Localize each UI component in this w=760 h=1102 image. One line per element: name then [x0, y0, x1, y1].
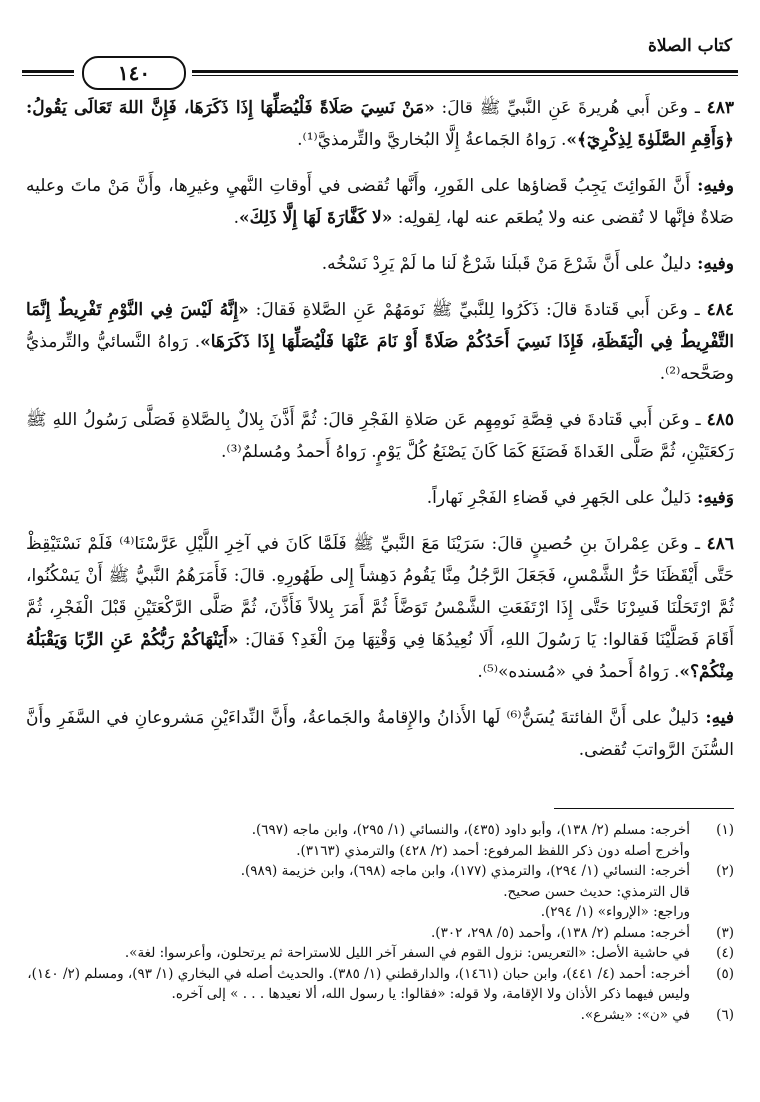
footnote	[26, 923, 734, 944]
hadith-paragraph	[26, 92, 734, 156]
footnote	[26, 943, 734, 964]
commentary-paragraph	[26, 170, 734, 234]
paragraph-tail: . رَواهُ النَّسائيُّ والتِّرمذيُّ وصَحَّحه⁽²⁾.	[26, 332, 734, 384]
paragraph-text: ـ وعَن عِمْرانَ بنِ حُصينٍ قالَ: سَرَيْنَا مَعَ النَّبيِّ ﷺ فَلَمَّا كَانَ في آخِرِ اللَّيْلِ عَرَّسْنَا⁽⁴⁾ فَلَمْ نَسْتَيْقِظْ حَتَّى أَيْقَظَنَا حَرُّ الشَّمْسِ، فَجَعَلَ الرَّجُلُ مِنَّا يَقُومُ دَهِشاً إِلى طَهُورِهِ. قالَ: فَأَمَرَهُمُ النَّبيُّ ﷺ أَنْ يَسْكُنُوا، ثُمَّ ارْتَحَلْنَا فَسِرْنَا حَتَّى إِذَا ارْتَفَعَتِ الشَّمْسُ تَوَضَّأَ ثُمَّ أَمَرَ بِلالاً فَأَذَّنَ، ثُمَّ صَلَّى الرَّكْعَتَيْنِ قَبْلَ الْفَجْرِ، ثُمَّ أَقَامَ فَصَلَّيْنَا فَقالوا: يَا رَسُولَ اللهِ، أَلَا نُعِيدُهَا فِي وَقْتِهَا مِنَ الْغَدِ؟ فَقالَ:	[26, 534, 734, 650]
paragraph-text: ـ وعَن أَبي هُريرةَ عَنِ النَّبيِّ ﷺ قالَ:	[434, 98, 707, 118]
footnote	[26, 964, 734, 1005]
footnote-number: (٤)	[716, 945, 734, 961]
commentary-paragraph	[26, 702, 734, 766]
hadith-paragraph	[26, 404, 734, 468]
main-text	[26, 92, 734, 780]
footnote-line: أخرجه: مسلم (٢/ ١٣٨)، وأحمد (٥/ ٢٩٨، ٣٠٢).	[431, 924, 690, 941]
paragraph-text: ـ وعَن أَبي قَتادةَ في قِصَّةِ نَومِهِم عَن صَلاةِ الفَجْرِ قالَ: ثُمَّ أَذَّنَ بِلالٌ بِالصَّلاةِ فَصَلَّى رَسُولُ اللهِ ﷺ رَكعَتَيْنِ، ثُمَّ صَلَّى الغَداةَ فَصَنَعَ كَمَا كَانَ يَصْنَعُ كُلَّ يَوْمٍ. رَواهُ أَحمدُ ومُسلمٌ⁽³⁾.	[26, 410, 734, 462]
commentary-lead: فيهِ:	[698, 708, 734, 728]
paragraph-tail: .	[233, 208, 240, 228]
paragraph-tail: . رَواهُ أَحمدُ في «مُسنده»⁽⁵⁾.	[477, 662, 680, 682]
commentary-lead: وفيهِ:	[691, 254, 734, 274]
running-title: كتاب الصلاة	[647, 36, 732, 56]
hadith-number: ٤٨٣	[706, 98, 735, 118]
hadith-paragraph	[26, 294, 734, 390]
paragraph-tail: . رَواهُ الجَماعةُ إِلَّا البُخاريَّ والتِّرمذيَّ⁽¹⁾.	[297, 130, 567, 150]
footnote-line: وأخرج أصله دون ذكر اللفظ المرفوع: أحمد (٢/ ٤٢٨) والترمذي (٣١٦٣).	[296, 842, 690, 859]
footnote-line: أخرجه: النسائي (١/ ٢٩٤)، والترمذي (١٧٧)، وابن ماجه (٦٩٨)، وابن خزيمة (٩٨٩).	[240, 863, 690, 879]
header-rule	[22, 70, 74, 73]
footnote-number: (١)	[716, 822, 734, 838]
footnote-number: (٦)	[716, 1006, 734, 1023]
header-rule	[192, 70, 738, 73]
footnote	[26, 1005, 734, 1026]
footnote-line: أخرجه: مسلم (٢/ ١٣٨)، وأبو داود (٤٣٥)، والنسائي (١/ ٢٩٥)، وابن ماجه (٦٩٧).	[251, 822, 690, 838]
header-rule	[22, 75, 74, 76]
commentary-lead: وَفيهِ:	[691, 488, 734, 508]
footnote-number: (٥)	[716, 965, 734, 982]
footnote-number: (٢)	[716, 863, 734, 879]
footnote-separator	[554, 808, 734, 809]
hadith-number: ٤٨٦	[706, 534, 734, 554]
footnote	[26, 820, 734, 861]
paragraph-text: ـ وعَن أَبي قَتادةَ قالَ: ذَكَرُوا لِلنَّبيِّ ﷺ نَومَهُمْ عَنِ الصَّلاةِ فَقالَ:	[248, 300, 707, 320]
header-rule	[192, 75, 738, 76]
footnote-line: وراجع: «الإرواء» (١/ ٢٩٤).	[540, 904, 690, 920]
prophetic-quote: «مَنْ نَسِيَ صَلَاةً فَلْيُصَلِّهَا إِذَا ذَكَرَهَا، فَإِنَّ اللهَ تَعَالَى يَقُولُ: ﴿وَأَقِمِ الصَّلَوٰةَ لِذِكْرِيٓ﴾»	[26, 98, 734, 150]
footnote-line: قال الترمذي: حديث حسن صحيح.	[503, 883, 690, 900]
paragraph-text: دَليلٌ على أَنَّ الفائتةَ يُسَنُّ⁽⁶⁾ لَها الأَذانُ والإِقامةُ والجَماعةُ، وأَنَّ النِّداءَيْنِ مَشروعانِ في السَّفَرِ وأَنَّ السُّنَنَ الرَّواتبَ تُقضى.	[26, 708, 734, 760]
footnote-line: في «ن»: «يشرع».	[580, 1006, 690, 1023]
footnote-number: (٣)	[716, 924, 734, 941]
page-header	[22, 34, 738, 86]
hadith-number: ٤٨٤	[706, 300, 735, 320]
commentary-paragraph	[26, 248, 734, 280]
commentary-paragraph	[26, 482, 734, 514]
hadith-paragraph	[26, 528, 734, 688]
prophetic-quote: «إِنَّهُ لَيْسَ فِي النَّوْمِ تَفْرِيطٌ إِنَّمَا التَّفْرِيطُ فِي الْيَقَظَةِ، فَإِذَا نَسِيَ أَحَدُكُمْ صَلَاةً أَوْ نَامَ عَنْهَا فَلْيُصَلِّهَا إِذَا ذَكَرَهَا»	[26, 300, 734, 352]
footnotes	[26, 820, 734, 1025]
prophetic-quote: «أَيَنْهَاكُمْ رَبُّكُمْ عَنِ الرِّبَا وَيَقْبَلُهُ مِنْكُمْ؟»	[26, 630, 734, 682]
page-number: ١٤٠	[82, 56, 186, 90]
commentary-lead: وفيهِ:	[690, 176, 734, 196]
paragraph-text: أَنَّ الفَوائِتَ يَجِبُ قَضاؤها على الفَورِ، وأَنَّها تُقضى في أَوقاتِ النَّهيِ وغيرِها، وأَنَّ مَنْ ماتَ وعليه صَلاةٌ فإنَّها لا تُقضى عنه ولا يُطعَم عنه لها، لِقولِه:	[26, 176, 734, 228]
footnote-line: في حاشية الأصل: «التعريس: نزول القوم في السفر آخر الليل للاستراحة ثم يرتحلون، وأعرسوا: لغة».	[124, 945, 690, 961]
prophetic-quote: «لا كَفَّارَةَ لَهَا إِلَّا ذَلِكَ»	[239, 208, 393, 228]
footnote-line: أخرجه: أحمد (٤/ ٤٤١)، وابن حبان (١٤٦١)، والدارقطني (١/ ٣٨٥). والحديث أصله في البخاري (١/ ٩٣)، ومسلم (٢/ ١٤٠)، وليس فيهما ذكر الأذان ولا الإقامة، ولا قوله: «فقالوا: يا رسول الله، ألا نعيدها . . . » إلى آخره.	[27, 965, 690, 1002]
paragraph-text: دَليلٌ على الجَهرِ في قَضاءِ الفَجْرِ نَهاراً.	[426, 488, 692, 508]
hadith-number: ٤٨٥	[706, 410, 734, 430]
paragraph-text: دليلٌ على أَنَّ شَرْعَ مَنْ قَبلَنا شَرْعٌ لَنا ما لَمْ يَرِدْ نَسْخُه.	[321, 254, 692, 274]
footnote	[26, 861, 734, 923]
